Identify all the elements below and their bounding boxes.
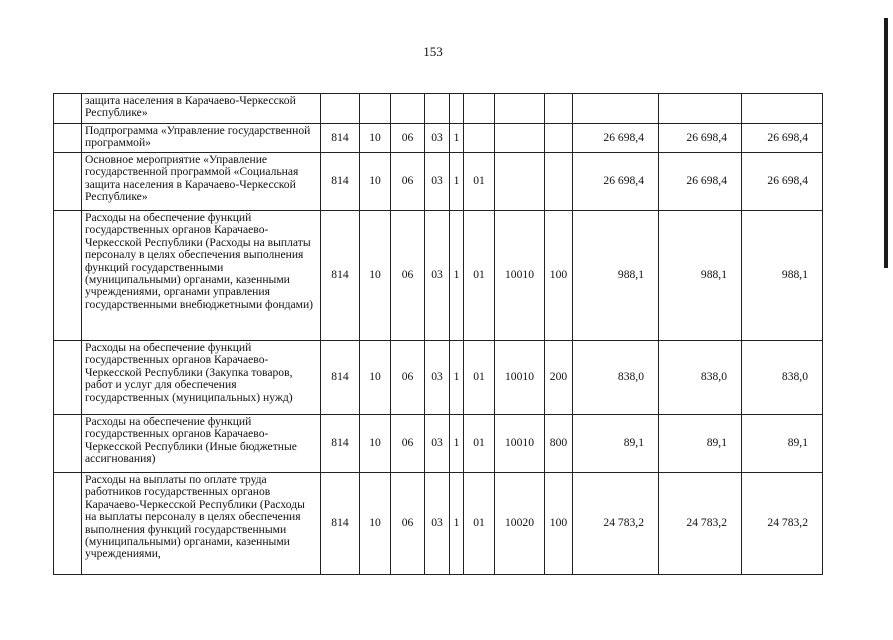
amount-cell: 26 698,4 xyxy=(742,153,823,211)
section-code-cell: 10 xyxy=(360,473,391,575)
row-marker-cell xyxy=(54,415,82,473)
event-code-cell: 01 xyxy=(464,341,495,415)
ministry-code-cell: 814 xyxy=(321,124,360,153)
budget-table xyxy=(53,93,823,575)
ministry-code-cell: 814 xyxy=(321,211,360,341)
amount-cell: 89,1 xyxy=(742,415,823,473)
amount-cell: 24 783,2 xyxy=(659,473,742,575)
amount-cell: 89,1 xyxy=(573,415,659,473)
direction-code-cell: 10020 xyxy=(495,473,545,575)
ministry-code-cell: 814 xyxy=(321,341,360,415)
section-code-cell: 10 xyxy=(360,341,391,415)
amount-cell xyxy=(742,94,823,124)
program-code-cell: 03 xyxy=(425,473,450,575)
description-cell: Расходы на выплаты по оплате труда работников государственных органов Карачаево-Черкесской Республики (Расходы на выплаты персоналу в целях обеспечения выполнения функций государственными (муниципальными) органами, казенными учреждениями, xyxy=(82,473,321,575)
subprogram-code-cell: 1 xyxy=(450,153,464,211)
description-cell: Расходы на обеспечение функций государственных органов Карачаево-Черкесской Республики (Закупка товаров, работ и услуг для обеспечения государственных (муниципальных) нужд) xyxy=(82,341,321,415)
table-row xyxy=(54,153,823,211)
expense-type-cell: 100 xyxy=(545,211,573,341)
subsection-code-cell: 06 xyxy=(391,153,425,211)
expense-type-cell xyxy=(545,153,573,211)
subprogram-code-cell: 1 xyxy=(450,341,464,415)
direction-code-cell: 10010 xyxy=(495,415,545,473)
table-row xyxy=(54,211,823,341)
program-code-cell xyxy=(425,94,450,124)
amount-cell: 988,1 xyxy=(573,211,659,341)
amount-cell: 24 783,2 xyxy=(742,473,823,575)
program-code-cell: 03 xyxy=(425,124,450,153)
row-marker-cell xyxy=(54,341,82,415)
amount-cell: 26 698,4 xyxy=(742,124,823,153)
subprogram-code-cell: 1 xyxy=(450,124,464,153)
subprogram-code-cell: 1 xyxy=(450,211,464,341)
ministry-code-cell: 814 xyxy=(321,415,360,473)
table-row xyxy=(54,94,823,124)
amount-cell: 24 783,2 xyxy=(573,473,659,575)
amount-cell: 26 698,4 xyxy=(573,124,659,153)
row-marker-cell xyxy=(54,211,82,341)
ministry-code-cell xyxy=(321,94,360,124)
program-code-cell: 03 xyxy=(425,153,450,211)
section-code-cell: 10 xyxy=(360,153,391,211)
table-row xyxy=(54,124,823,153)
amount-cell: 89,1 xyxy=(659,415,742,473)
subsection-code-cell xyxy=(391,94,425,124)
section-code-cell: 10 xyxy=(360,415,391,473)
subsection-code-cell: 06 xyxy=(391,473,425,575)
expense-type-cell: 200 xyxy=(545,341,573,415)
event-code-cell: 01 xyxy=(464,153,495,211)
event-code-cell: 01 xyxy=(464,211,495,341)
amount-cell: 838,0 xyxy=(742,341,823,415)
page-edge-bar xyxy=(884,18,888,268)
amount-cell: 838,0 xyxy=(573,341,659,415)
direction-code-cell xyxy=(495,153,545,211)
event-code-cell xyxy=(464,94,495,124)
description-cell: Основное мероприятие «Управление государственной программой «Социальная защита населения в Карачаево-Черкесской Республике» xyxy=(82,153,321,211)
expense-type-cell xyxy=(545,124,573,153)
subsection-code-cell: 06 xyxy=(391,341,425,415)
description-cell: Подпрограмма «Управление государственной программой» xyxy=(82,124,321,153)
event-code-cell: 01 xyxy=(464,473,495,575)
ministry-code-cell: 814 xyxy=(321,153,360,211)
subsection-code-cell: 06 xyxy=(391,415,425,473)
table-row xyxy=(54,341,823,415)
direction-code-cell xyxy=(495,94,545,124)
amount-cell xyxy=(659,94,742,124)
event-code-cell: 01 xyxy=(464,415,495,473)
amount-cell: 988,1 xyxy=(742,211,823,341)
row-marker-cell xyxy=(54,153,82,211)
amount-cell: 838,0 xyxy=(659,341,742,415)
row-marker-cell xyxy=(54,124,82,153)
section-code-cell xyxy=(360,94,391,124)
row-marker-cell xyxy=(54,94,82,124)
subsection-code-cell: 06 xyxy=(391,124,425,153)
amount-cell xyxy=(573,94,659,124)
page-number: 153 xyxy=(423,44,443,59)
amount-cell: 26 698,4 xyxy=(659,124,742,153)
amount-cell: 26 698,4 xyxy=(659,153,742,211)
row-marker-cell xyxy=(54,473,82,575)
direction-code-cell: 10010 xyxy=(495,211,545,341)
subsection-code-cell: 06 xyxy=(391,211,425,341)
ministry-code-cell: 814 xyxy=(321,473,360,575)
description-cell: защита населения в Карачаево-Черкесской Республике» xyxy=(82,94,321,124)
table-row xyxy=(54,415,823,473)
expense-type-cell: 800 xyxy=(545,415,573,473)
description-cell: Расходы на обеспечение функций государственных органов Карачаево-Черкесской Республики (Расходы на выплаты персоналу в целях обеспечения выполнения функций государственными (муниципальными) органами, казенными учреждениями, органами управления государственными внебюджетными фондами) xyxy=(82,211,321,341)
expense-type-cell: 100 xyxy=(545,473,573,575)
section-code-cell: 10 xyxy=(360,211,391,341)
section-code-cell: 10 xyxy=(360,124,391,153)
program-code-cell: 03 xyxy=(425,211,450,341)
subprogram-code-cell: 1 xyxy=(450,473,464,575)
event-code-cell xyxy=(464,124,495,153)
direction-code-cell: 10010 xyxy=(495,341,545,415)
subprogram-code-cell: 1 xyxy=(450,415,464,473)
amount-cell: 988,1 xyxy=(659,211,742,341)
expense-type-cell xyxy=(545,94,573,124)
table-row xyxy=(54,473,823,575)
amount-cell: 26 698,4 xyxy=(573,153,659,211)
subprogram-code-cell xyxy=(450,94,464,124)
direction-code-cell xyxy=(495,124,545,153)
program-code-cell: 03 xyxy=(425,415,450,473)
program-code-cell: 03 xyxy=(425,341,450,415)
description-cell: Расходы на обеспечение функций государственных органов Карачаево-Черкесской Республики (Иные бюджетные ассигнования) xyxy=(82,415,321,473)
